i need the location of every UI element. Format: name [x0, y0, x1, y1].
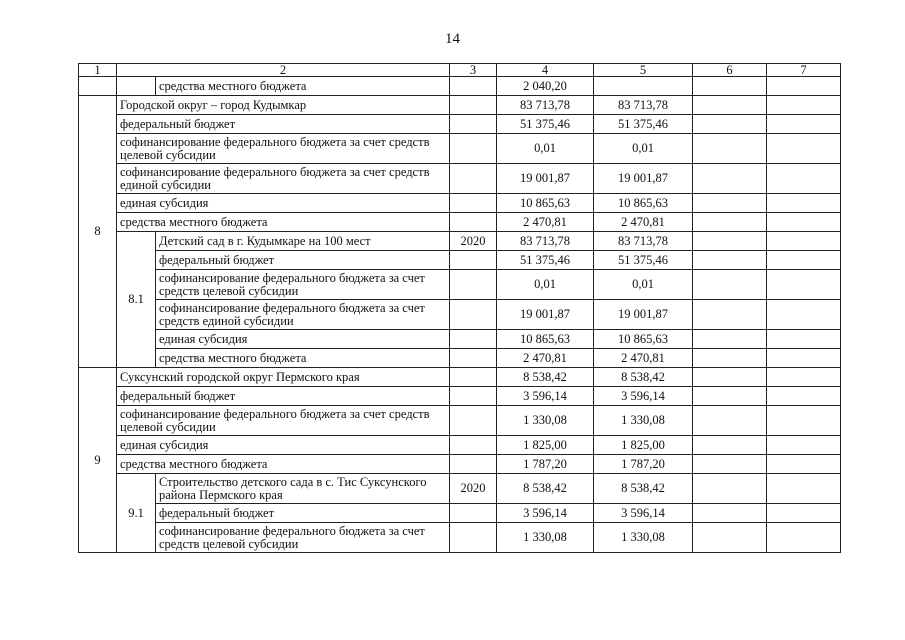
cell-empty: [693, 77, 767, 96]
cell-empty: [693, 270, 767, 300]
row-label: софинансирование федерального бюджета за счет средств целевой субсидии: [117, 134, 450, 164]
cell-empty: [767, 115, 841, 134]
value-col5: 51 375,46: [594, 251, 693, 270]
table-row: [79, 523, 841, 553]
cell-empty: [450, 523, 497, 553]
cell-empty: [767, 436, 841, 455]
value-col4: 2 470,81: [497, 349, 594, 368]
row-label: средства местного бюджета: [156, 349, 450, 368]
cell-empty: [767, 349, 841, 368]
row-label: федеральный бюджет: [117, 115, 450, 134]
value-col5: 3 596,14: [594, 504, 693, 523]
cell-empty: [450, 213, 497, 232]
cell-empty: [767, 300, 841, 330]
row-label: федеральный бюджет: [156, 504, 450, 523]
col-header-3: 3: [450, 64, 497, 77]
cell-empty: [767, 77, 841, 96]
cell-empty: [767, 251, 841, 270]
table-row: [79, 213, 841, 232]
value-col5: 1 787,20: [594, 455, 693, 474]
subsection-number: 9.1: [117, 474, 156, 553]
cell-empty: [693, 523, 767, 553]
value-col4: 1 787,20: [497, 455, 594, 474]
cell-empty: [450, 77, 497, 96]
table-row: [79, 77, 841, 96]
cell-empty: [767, 330, 841, 349]
cell-empty: [767, 387, 841, 406]
value-col5: 51 375,46: [594, 115, 693, 134]
cell-empty: [767, 134, 841, 164]
cell-empty: [450, 96, 497, 115]
table-row: [79, 368, 841, 387]
table-row: [79, 474, 841, 504]
cell-empty: [693, 194, 767, 213]
cell-empty: [450, 251, 497, 270]
table-row: [79, 232, 841, 251]
cell-empty: [693, 368, 767, 387]
value-col5: 0,01: [594, 270, 693, 300]
value-col4: 10 865,63: [497, 194, 594, 213]
col-header-1: 1: [79, 64, 117, 77]
row-label: Суксунский городской округ Пермского края: [117, 368, 450, 387]
cell-empty: [450, 368, 497, 387]
value-col4: 2 470,81: [497, 213, 594, 232]
value-col5: 3 596,14: [594, 387, 693, 406]
cell-empty: [450, 115, 497, 134]
table-row: [79, 115, 841, 134]
row-label: софинансирование федерального бюджета за счет средств целевой субсидии: [117, 406, 450, 436]
cell-empty: [693, 406, 767, 436]
row-label: единая субсидия: [117, 194, 450, 213]
cell-empty: [693, 349, 767, 368]
value-col4: 2 040,20: [497, 77, 594, 96]
cell-empty: [450, 387, 497, 406]
table-row: [79, 164, 841, 194]
value-col5: 10 865,63: [594, 330, 693, 349]
cell-empty: [693, 251, 767, 270]
cell-empty: [693, 232, 767, 251]
value-col4: 83 713,78: [497, 96, 594, 115]
cell-empty: [693, 504, 767, 523]
table-row: [79, 270, 841, 300]
col-header-7: 7: [767, 64, 841, 77]
col-header-4: 4: [497, 64, 594, 77]
row-label: средства местного бюджета: [117, 455, 450, 474]
value-col4: 1 330,08: [497, 523, 594, 553]
value-col5: 8 538,42: [594, 474, 693, 504]
section-number: 8: [79, 96, 117, 368]
cell-empty: [767, 232, 841, 251]
table-row: [79, 134, 841, 164]
cell-empty: [450, 164, 497, 194]
col-header-6: 6: [693, 64, 767, 77]
value-col5: 2 470,81: [594, 213, 693, 232]
cell-empty: [767, 194, 841, 213]
value-col4: 8 538,42: [497, 474, 594, 504]
cell-empty: [450, 455, 497, 474]
row-label: средства местного бюджета: [156, 77, 450, 96]
row-label: Строительство детского сада в с. Тис Суксунского района Пермского края: [156, 474, 450, 504]
cell-empty: [450, 436, 497, 455]
table-row: [79, 96, 841, 115]
value-col5: 83 713,78: [594, 232, 693, 251]
cell-empty: [693, 455, 767, 474]
cell-empty: [767, 96, 841, 115]
value-col4: 83 713,78: [497, 232, 594, 251]
cell-empty: [767, 455, 841, 474]
cell-empty: [450, 134, 497, 164]
subsection-number: 8.1: [117, 232, 156, 368]
value-col4: 3 596,14: [497, 387, 594, 406]
table-row: [79, 349, 841, 368]
cell-empty: [767, 213, 841, 232]
cell-empty: [450, 300, 497, 330]
value-col4: 8 538,42: [497, 368, 594, 387]
cell-empty: [450, 194, 497, 213]
section-number: 9: [79, 368, 117, 553]
cell-empty: [767, 504, 841, 523]
row-label: софинансирование федерального бюджета за счет средств единой субсидии: [156, 300, 450, 330]
cell-empty: [450, 504, 497, 523]
table-row: [79, 194, 841, 213]
value-col5: 1 330,08: [594, 406, 693, 436]
value-col4: 19 001,87: [497, 164, 594, 194]
cell-empty: [450, 330, 497, 349]
cell-empty: [767, 474, 841, 504]
row-label: софинансирование федерального бюджета за счет средств целевой субсидии: [156, 270, 450, 300]
cell-empty: [693, 387, 767, 406]
value-col5: 10 865,63: [594, 194, 693, 213]
value-col5: 1 330,08: [594, 523, 693, 553]
value-col4: 10 865,63: [497, 330, 594, 349]
cell-empty: [767, 368, 841, 387]
value-col5: 8 538,42: [594, 368, 693, 387]
row-label: Городской округ – город Кудымкар: [117, 96, 450, 115]
value-col4: 1 330,08: [497, 406, 594, 436]
cell-empty: [450, 406, 497, 436]
value-col4: 0,01: [497, 270, 594, 300]
value-col5: 1 825,00: [594, 436, 693, 455]
row-label: софинансирование федерального бюджета за счет средств целевой субсидии: [156, 523, 450, 553]
row-label: федеральный бюджет: [117, 387, 450, 406]
value-col5: 83 713,78: [594, 96, 693, 115]
cell-empty: [693, 474, 767, 504]
cell-empty: [79, 77, 117, 96]
col-header-2: 2: [117, 64, 450, 77]
cell-empty: [693, 436, 767, 455]
table-row: [79, 455, 841, 474]
cell-empty: [693, 330, 767, 349]
year-cell: 2020: [450, 232, 497, 251]
cell-empty: [767, 523, 841, 553]
budget-table: [78, 63, 841, 553]
cell-empty: [117, 77, 156, 96]
table-row: [79, 251, 841, 270]
value-col5: 19 001,87: [594, 300, 693, 330]
cell-empty: [767, 164, 841, 194]
cell-empty: [693, 300, 767, 330]
value-col4: 19 001,87: [497, 300, 594, 330]
cell-empty: [767, 406, 841, 436]
cell-empty: [450, 349, 497, 368]
value-col4: 51 375,46: [497, 251, 594, 270]
cell-empty: [693, 164, 767, 194]
row-label: софинансирование федерального бюджета за счет средств единой субсидии: [117, 164, 450, 194]
table-row: [79, 436, 841, 455]
row-label: Детский сад в г. Кудымкаре на 100 мест: [156, 232, 450, 251]
table-row: [79, 300, 841, 330]
col-header-5: 5: [594, 64, 693, 77]
cell-empty: [594, 77, 693, 96]
value-col4: 1 825,00: [497, 436, 594, 455]
page-number: 14: [445, 31, 460, 47]
value-col5: 2 470,81: [594, 349, 693, 368]
cell-empty: [767, 270, 841, 300]
row-label: федеральный бюджет: [156, 251, 450, 270]
table-row: [79, 387, 841, 406]
header-row: [79, 64, 841, 77]
value-col5: 0,01: [594, 134, 693, 164]
row-label: единая субсидия: [156, 330, 450, 349]
year-cell: 2020: [450, 474, 497, 504]
table-row: [79, 504, 841, 523]
cell-empty: [693, 115, 767, 134]
value-col4: 3 596,14: [497, 504, 594, 523]
value-col4: 0,01: [497, 134, 594, 164]
cell-empty: [693, 134, 767, 164]
table-row: [79, 406, 841, 436]
cell-empty: [450, 270, 497, 300]
cell-empty: [693, 213, 767, 232]
row-label: средства местного бюджета: [117, 213, 450, 232]
value-col5: 19 001,87: [594, 164, 693, 194]
cell-empty: [693, 96, 767, 115]
table-row: [79, 330, 841, 349]
value-col4: 51 375,46: [497, 115, 594, 134]
row-label: единая субсидия: [117, 436, 450, 455]
